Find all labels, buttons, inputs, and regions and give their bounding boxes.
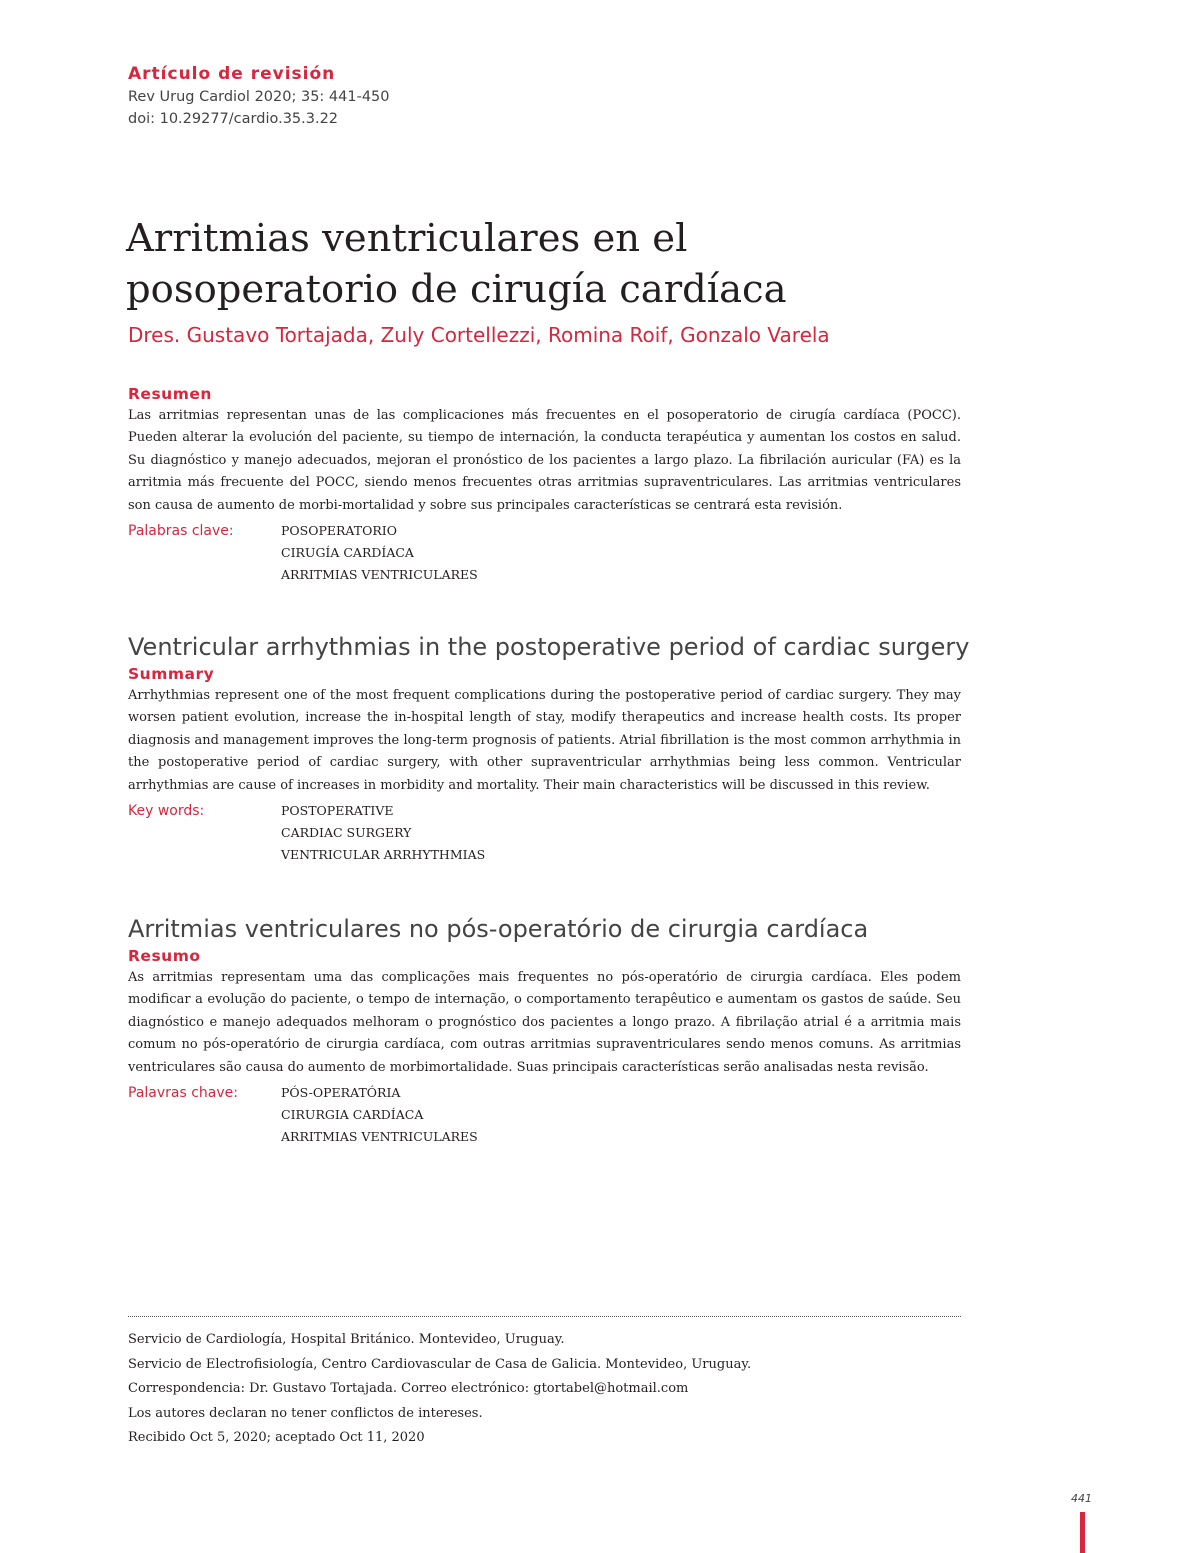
spanish-keywords [128,520,961,586]
keyword: POSOPERATORIO [281,523,397,539]
article-header [128,62,390,130]
english-abstract-text: Arrhythmias represent one of the most frequent complications during the postoperative period of cardiac surgery. They may worsen patient evolution, increase the in-hospital length of stay, modify therapeutics and increase health costs. Its proper diagnosis and management improves the long-term prognosis of patients. Atrial fibrillation is the most common arrhythmia in the postoperative period of cardiac surgery, with other supraventricular arrhythmias being less common. Ventricular arrhythmias are cause of increases in morbidity and mortality. Their main characteristics will be discussed in this review. [128,688,961,793]
portuguese-keyword-list [281,1082,478,1148]
keyword: VENTRICULAR ARRHYTHMIAS [281,847,486,863]
footnotes [128,1328,961,1451]
title-line-1: Arritmias ventriculares en el [126,216,688,261]
article-title [126,213,1026,315]
page-edge-marker [1080,1512,1085,1553]
english-keyword-list [281,800,485,866]
spanish-keywords-label: Palabras clave: [128,523,234,540]
doi: doi: 10.29277/cardio.35.3.22 [128,111,339,127]
article-type: Artículo de revisión [128,64,336,84]
keyword: CARDIAC SURGERY [281,825,412,841]
spanish-keyword-list [281,520,478,586]
keyword: PÓS-OPERATÓRIA [281,1085,401,1101]
portuguese-title: Arritmias ventriculares no pós-operatório de cirurgia cardíaca [128,915,869,943]
spanish-abstract-section [128,383,961,586]
footnote-conflicts: Los autores declaran no tener conflictos de intereses. [128,1405,483,1421]
journal-citation: Rev Urug Cardiol 2020; 35: 441-450 [128,89,390,105]
keyword: ARRITMIAS VENTRICULARES [281,1129,478,1145]
portuguese-keywords-label: Palavras chave: [128,1085,238,1102]
authors: Dres. Gustavo Tortajada, Zuly Cortellezzi, Romina Roif, Gonzalo Varela [128,323,830,347]
english-abstract-section [128,631,970,866]
page-number: 441 [1071,1492,1092,1505]
spanish-abstract-text: Las arritmias representan unas de las complicaciones más frecuentes en el posoperatorio de cirugía cardíaca (POCC). Pueden alterar la evolución del paciente, su tiempo de internación, la conducta terapéutica y aumentan los costos en salud. Su diagnóstico y manejo adecuados, mejoran el pronóstico de los pacientes a largo plazo. La fibrilación auricular (FA) es la arritmia más frecuente del POCC, siendo menos frecuentes otras arritmias supraventriculares. Las arritmias ventriculares son causa de aumento de morbi-mortalidad y sobre sus principales características se centrará esta revisión. [128,408,961,513]
english-keywords [128,800,961,866]
english-keywords-label: Key words: [128,803,205,820]
english-title: Ventricular arrhythmias in the postoperative period of cardiac surgery [128,633,970,661]
footnote-affiliation-2: Servicio de Electrofisiología, Centro Cardiovascular de Casa de Galicia. Montevideo, Uruguay. [128,1356,752,1372]
footnote-affiliation-1: Servicio de Cardiología, Hospital Británico. Montevideo, Uruguay. [128,1332,565,1347]
keyword: CIRURGIA CARDÍACA [281,1107,424,1123]
portuguese-abstract-text: As arritmias representam uma das complicações mais frequentes no pós-operatório de cirurgia cardíaca. Eles podem modificar a evolução do paciente, o tempo de internação, o comportamento terapêutico e aumentam os gastos de saúde. Seu diagnóstico e manejo adequados melhoram o prognóstico dos pacientes a longo prazo. A fibrilação atrial é a arritmia mais comum no pós-operatório de cirurgia cardíaca, com outras arritmias supraventriculares sendo menos comuns. As arritmias ventriculares são causa do aumento de morbimortalidade. Suas principais características serão analisadas nesta revisão. [128,970,961,1075]
portuguese-keywords [128,1082,961,1148]
english-abstract-heading: Summary [128,665,215,683]
portuguese-abstract-section [128,913,961,1148]
footnote-dates: Recibido Oct 5, 2020; aceptado Oct 11, 2020 [128,1430,425,1445]
footnote-divider [128,1316,961,1317]
footnote-correspondence: Correspondencia: Dr. Gustavo Tortajada. Correo electrónico: gtortabel@hotmail.com [128,1381,689,1396]
spanish-abstract-heading: Resumen [128,385,212,403]
keyword: ARRITMIAS VENTRICULARES [281,567,478,583]
title-line-2: posoperatorio de cirugía cardíaca [126,267,787,312]
portuguese-abstract-heading: Resumo [128,947,201,965]
keyword: CIRUGÍA CARDÍACA [281,545,414,561]
keyword: POSTOPERATIVE [281,803,394,819]
